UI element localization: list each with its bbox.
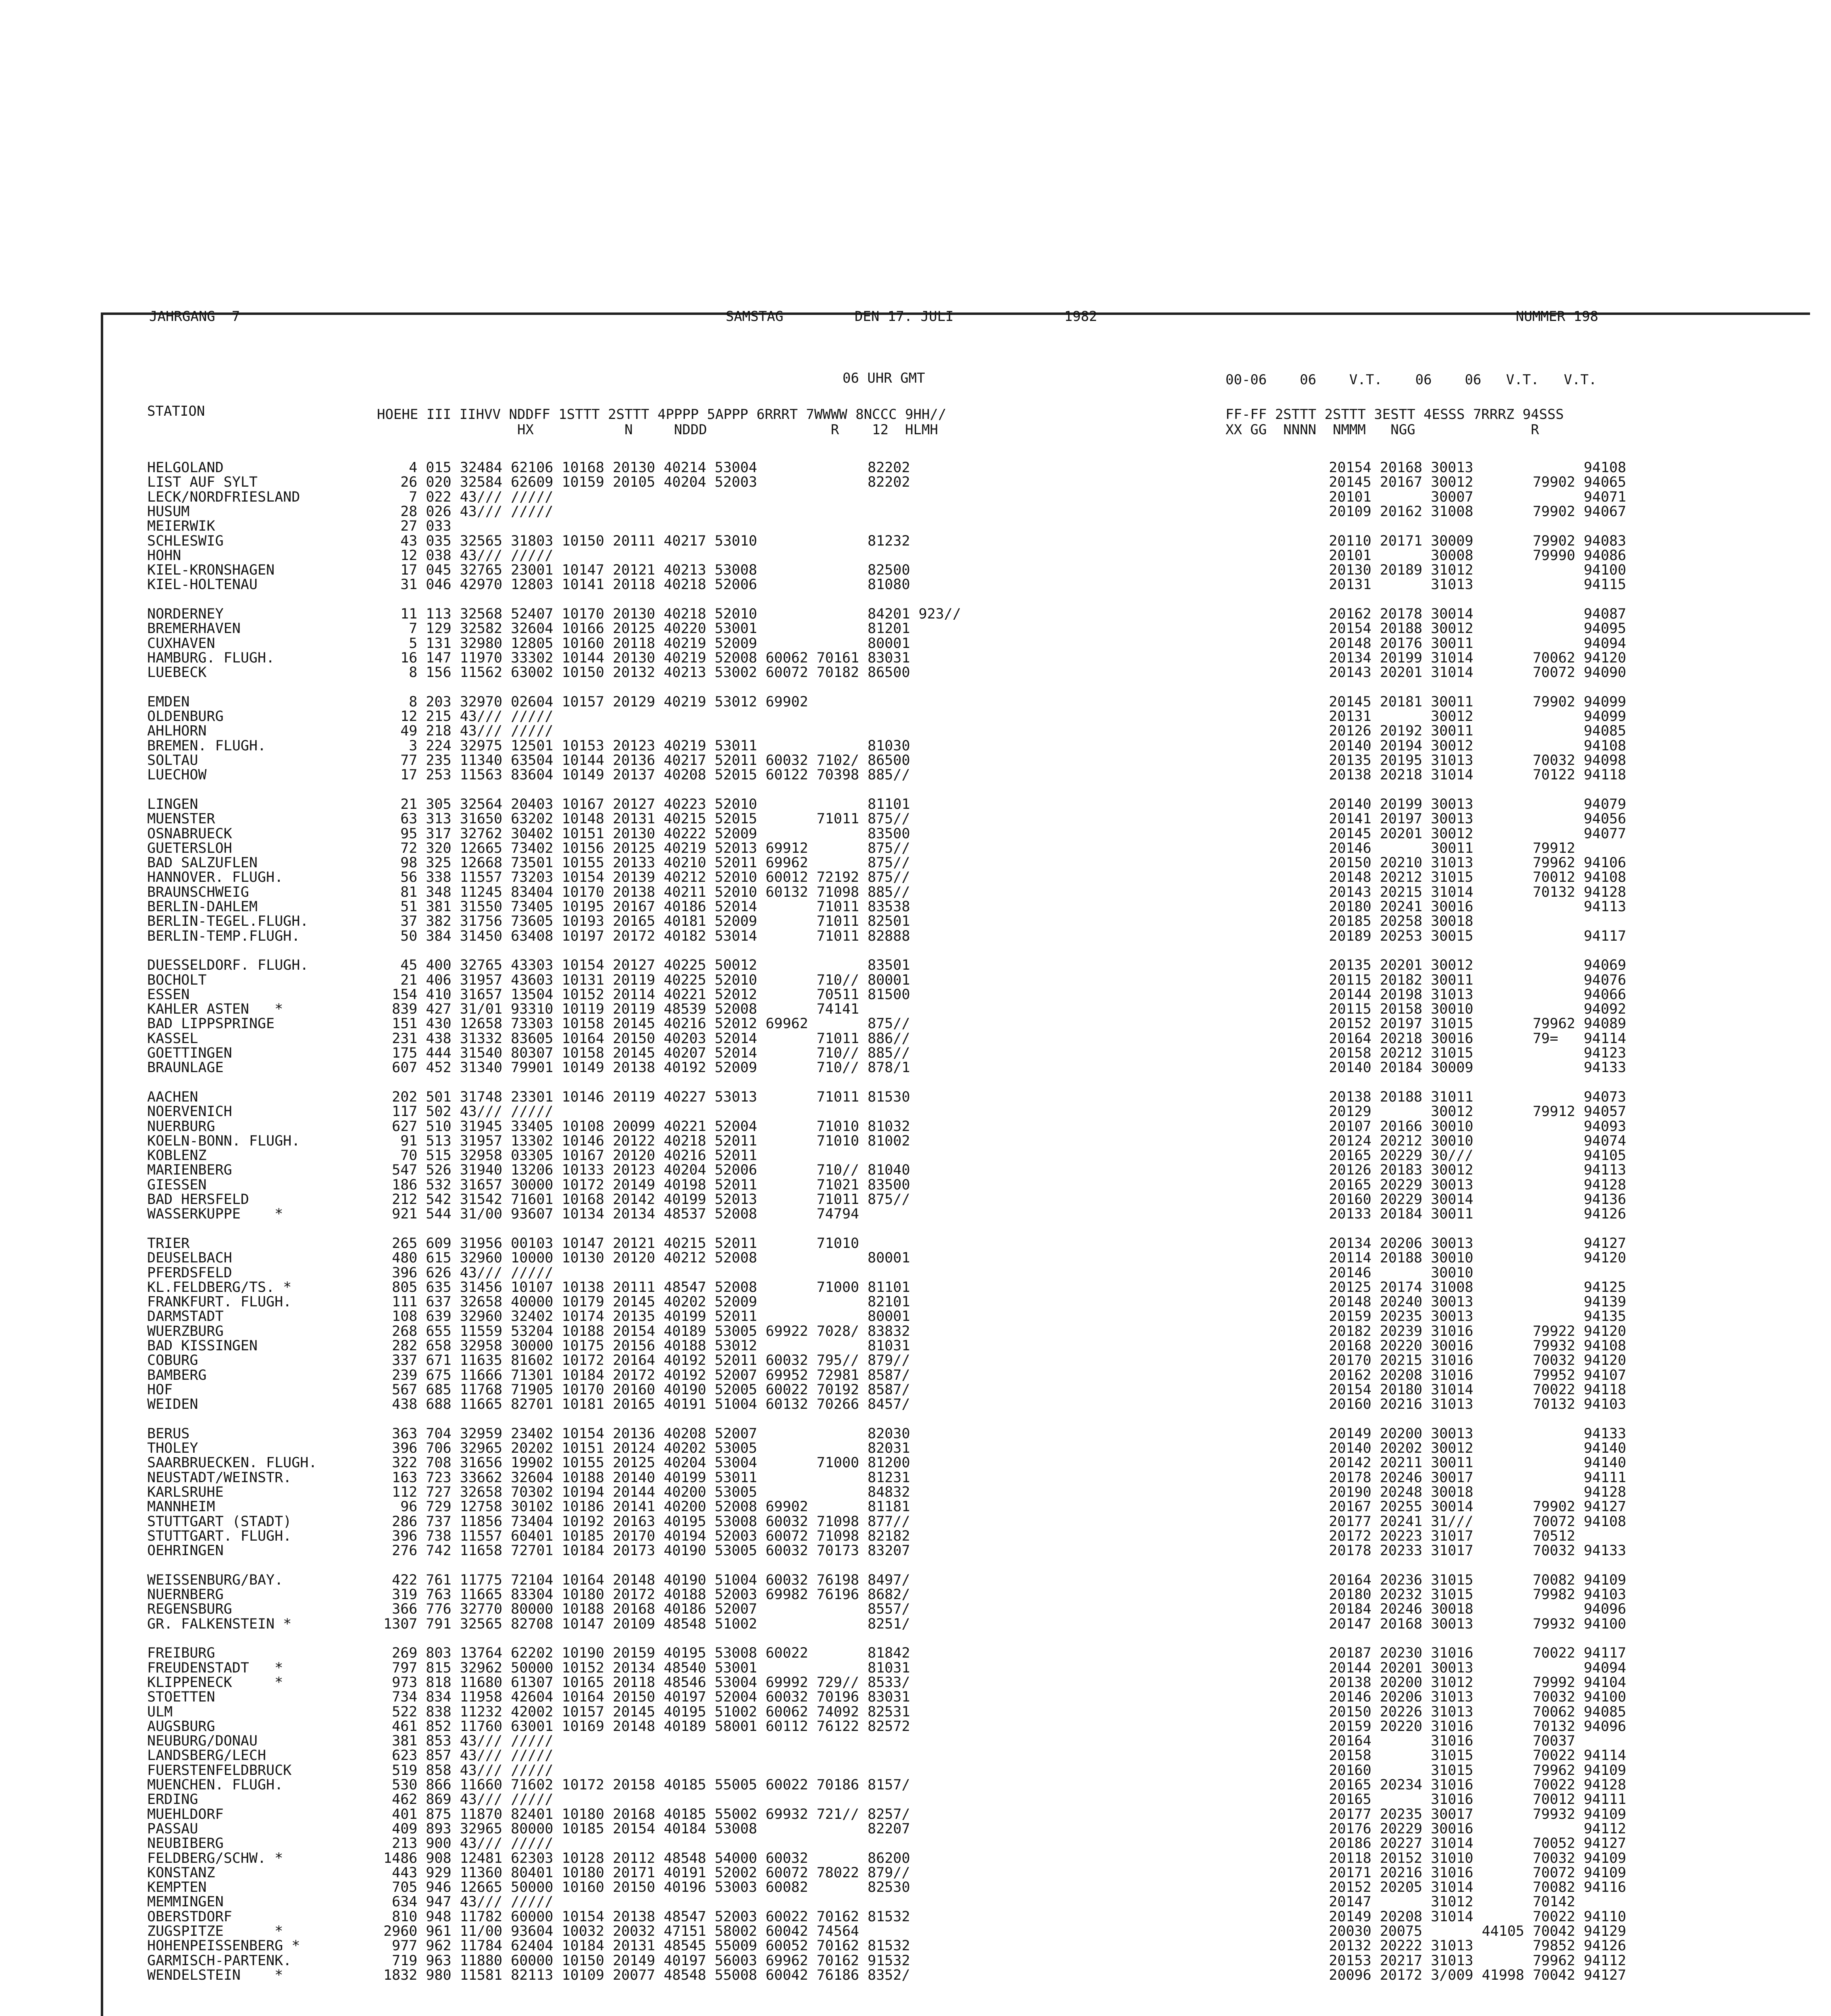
station-observation-data: 438 688 11665 82701 10181 20165 40191 51004 60132 70266 8457/ xyxy=(375,1396,910,1412)
station-name: LINGEN xyxy=(147,796,198,812)
station-summary-data: 20178 20233 31017 70032 94133 xyxy=(1278,1543,1626,1559)
station-summary-data: 20126 20192 30011 94085 xyxy=(1278,723,1626,739)
station-summary-data: 20147 20168 30013 79932 94100 xyxy=(1278,1616,1626,1632)
station-observation-data: 163 723 33662 32604 10188 20140 40199 53011 81231 xyxy=(375,1470,910,1486)
station-observation-data: 51 381 31550 73405 10195 20167 40186 52014 71011 83538 xyxy=(375,899,910,915)
station-observation-data: 268 655 11559 53204 10188 20154 40189 53005 69922 7028/ 83832 xyxy=(375,1323,910,1339)
station-summary-data: 20138 20200 31012 79992 94104 xyxy=(1278,1674,1626,1691)
station-observation-data: 921 544 31/00 93607 10134 20134 48537 52008 74794 xyxy=(375,1206,859,1222)
station-name: COBURG xyxy=(147,1352,198,1368)
station-name: MEMMINGEN xyxy=(147,1894,224,1910)
station-summary-data: 20184 20246 30018 94096 xyxy=(1278,1601,1626,1617)
station-observation-data: 567 685 11768 71905 10170 20160 40190 52005 60022 70192 8587/ xyxy=(375,1382,910,1398)
station-summary-data: 20160 20216 31013 70132 94103 xyxy=(1278,1396,1626,1412)
station-summary-data: 20146 30010 xyxy=(1278,1265,1473,1281)
station-name: BOCHOLT xyxy=(147,972,207,988)
station-name: KAHLER ASTEN * xyxy=(147,1001,283,1017)
station-name: EMDEN xyxy=(147,694,190,710)
station-summary-data: 20150 20226 31013 70062 94085 xyxy=(1278,1704,1626,1720)
station-name: BERLIN-DAHLEM xyxy=(147,899,258,915)
station-summary-data: 20180 20241 30016 94113 xyxy=(1278,899,1626,915)
station-name: NEUSTADT/WEINSTR. xyxy=(147,1470,292,1486)
station-observation-data: 37 382 31756 73605 10193 20165 40181 52009 71011 82501 xyxy=(375,913,910,929)
station-summary-data: 20134 20206 30013 94127 xyxy=(1278,1235,1626,1252)
station-summary-data: 20159 20220 31016 70132 94096 xyxy=(1278,1718,1626,1735)
station-summary-data: 20170 20215 31016 70032 94120 xyxy=(1278,1352,1626,1368)
station-observation-data: 1307 791 32565 82708 10147 20109 48548 51002 8251/ xyxy=(375,1616,910,1632)
station-observation-data: 634 947 43/// ///// xyxy=(375,1894,553,1910)
station-summary-data: 20138 20218 31014 70122 94118 xyxy=(1278,767,1626,783)
station-observation-data: 12 215 43/// ///// xyxy=(375,708,553,725)
station-summary-data: 20145 20201 30012 94077 xyxy=(1278,826,1626,842)
station-summary-data: 20185 20258 30018 xyxy=(1278,913,1473,929)
station-observation-data: 363 704 32959 23402 10154 20136 40208 52007 82030 xyxy=(375,1426,910,1442)
station-observation-data: 11 113 32568 52407 10170 20130 40218 52010 84201 923// xyxy=(375,606,961,622)
station-name: WENDELSTEIN * xyxy=(147,1967,283,1983)
station-observation-data: 623 857 43/// ///// xyxy=(375,1747,553,1764)
station-name: OBERSTDORF xyxy=(147,1909,232,1925)
station-observation-data: 7 129 32582 32604 10166 20125 40220 53001 81201 xyxy=(375,621,910,637)
station-observation-data: 154 410 31657 13504 10152 20114 40221 52012 70511 81500 xyxy=(375,987,910,1003)
station-observation-data: 50 384 31450 63408 10197 20172 40182 53014 71011 82888 xyxy=(375,928,910,944)
station-observation-data: 2960 961 11/00 93604 10032 20032 47151 58002 60042 74564 xyxy=(375,1923,859,1939)
station-observation-data: 319 763 11665 83304 10180 20172 40188 52003 69982 76196 8682/ xyxy=(375,1587,910,1603)
station-observation-data: 396 626 43/// ///// xyxy=(375,1265,553,1281)
station-summary-data: 20145 20167 30012 79902 94065 xyxy=(1278,474,1626,490)
station-observation-data: 151 430 12658 73303 10158 20145 40216 52012 69962 875// xyxy=(375,1016,910,1032)
station-observation-data: 5 131 32980 12805 10160 20118 40219 52009 80001 xyxy=(375,635,910,652)
station-name: KLIPPENECK * xyxy=(147,1674,283,1691)
station-name: MANNHEIM xyxy=(147,1499,215,1515)
station-observation-data: 3 224 32975 12501 10153 20123 40219 53011 81030 xyxy=(375,738,910,754)
station-summary-data: 20114 20188 30010 94120 xyxy=(1278,1250,1626,1266)
station-observation-data: 21 406 31957 43603 10131 20119 40225 52010 710// 80001 xyxy=(375,972,910,988)
station-summary-data: 20168 20220 30016 79932 94108 xyxy=(1278,1338,1626,1354)
station-summary-data: 20152 20205 31014 70082 94116 xyxy=(1278,1879,1626,1895)
day-label: SAMSTAG xyxy=(726,308,784,325)
station-name: LUEBECK xyxy=(147,664,207,681)
station-observation-data: 547 526 31940 13206 10133 20123 40204 52006 710// 81040 xyxy=(375,1162,910,1178)
station-observation-data: 213 900 43/// ///// xyxy=(375,1835,553,1851)
station-summary-data: 20109 20162 31008 79902 94067 xyxy=(1278,504,1626,520)
station-observation-data: 43 035 32565 31803 10150 20111 40217 53010 81232 xyxy=(375,533,910,549)
station-observation-data: 627 510 31945 33405 10108 20099 40221 52004 71010 81032 xyxy=(375,1118,910,1135)
year-label: 1982 xyxy=(1064,308,1097,325)
station-summary-data: 20144 20198 31013 94066 xyxy=(1278,987,1626,1003)
station-summary-data: 20154 20188 30012 94095 xyxy=(1278,621,1626,637)
station-summary-data: 20144 20201 30013 94094 xyxy=(1278,1660,1626,1676)
station-name: HAMBURG. FLUGH. xyxy=(147,650,275,666)
station-observation-data: 8 203 32970 02604 10157 20129 40219 53012 69902 xyxy=(375,694,808,710)
station-summary-data: 20171 20216 31016 70072 94109 xyxy=(1278,1865,1626,1881)
station-observation-data: 322 708 31656 19902 10155 20125 40204 53004 71000 81200 xyxy=(375,1455,910,1471)
station-observation-data: 31 046 42970 12803 10141 20118 40218 52006 81080 xyxy=(375,577,910,593)
station-summary-data: 20154 20168 30013 94108 xyxy=(1278,460,1626,476)
station-observation-data: 72 320 12665 73402 10156 20125 40219 52013 69912 875// xyxy=(375,840,910,856)
station-name: HOF xyxy=(147,1382,173,1398)
station-summary-data: 20135 20195 31013 70032 94098 xyxy=(1278,752,1626,768)
station-observation-data: 17 045 32765 23001 10147 20121 40213 53008 82500 xyxy=(375,562,910,578)
observation-time: 06 UHR GMT xyxy=(843,370,925,386)
station-summary-data: 20186 20227 31014 70052 94127 xyxy=(1278,1835,1626,1851)
station-observation-data: 95 317 32762 30402 10151 20130 40222 52009 83500 xyxy=(375,826,910,842)
station-observation-data: 797 815 32962 50000 10152 20134 48540 53001 81031 xyxy=(375,1660,910,1676)
station-summary-data: 20162 20208 31016 79952 94107 xyxy=(1278,1367,1626,1383)
station-observation-data: 461 852 11760 63001 10169 20148 40189 58001 60112 76122 82572 xyxy=(375,1718,910,1735)
station-name: BAD KISSINGEN xyxy=(147,1338,258,1354)
station-summary-data: 20152 20197 31015 79962 94089 xyxy=(1278,1016,1626,1032)
station-name: TRIER xyxy=(147,1235,190,1252)
station-observation-data: 839 427 31/01 93310 10119 20119 48539 52008 74141 xyxy=(375,1001,859,1017)
station-observation-data: 81 348 11245 83404 10170 20138 40211 52010 60132 71098 885// xyxy=(375,884,910,900)
station-summary-data: 20165 20234 31016 70022 94128 xyxy=(1278,1777,1626,1793)
station-summary-data: 20178 20246 30017 94111 xyxy=(1278,1470,1626,1486)
station-name: HANNOVER. FLUGH. xyxy=(147,869,283,885)
station-observation-data: 719 963 11880 60000 10150 20149 40197 56003 69962 70162 91532 xyxy=(375,1953,910,1969)
left-rule xyxy=(101,312,103,2016)
station-name: NUERNBERG xyxy=(147,1587,224,1603)
station-summary-data: 20177 20241 31/// 70072 94108 xyxy=(1278,1514,1626,1530)
station-summary-data: 20176 20229 30016 94112 xyxy=(1278,1821,1626,1837)
data-column-header: HOEHE III IIHVV NDDFF 1STTT 2STTT 4PPPP 5APPP 6RRRT 7WWWW 8NCCC 9HH// xyxy=(377,406,947,423)
station-name: MUEHLDORF xyxy=(147,1806,224,1822)
station-summary-data: 20148 20240 30013 94139 xyxy=(1278,1294,1626,1310)
station-summary-data: 20165 20229 30/// 94105 xyxy=(1278,1148,1626,1164)
station-summary-data: 20140 20199 30013 94079 xyxy=(1278,796,1626,812)
station-name: WEIDEN xyxy=(147,1396,198,1412)
station-name: GR. FALKENSTEIN * xyxy=(147,1616,292,1632)
station-name: MARIENBERG xyxy=(147,1162,232,1178)
station-observation-data: 734 834 11958 42604 10164 20150 40197 52004 60032 70196 83031 xyxy=(375,1689,910,1705)
station-name: OLDENBURG xyxy=(147,708,224,725)
station-summary-data: 20130 20189 31012 94100 xyxy=(1278,562,1626,578)
station-observation-data: 63 313 31650 63202 10148 20131 40215 52015 71011 875// xyxy=(375,811,910,827)
station-summary-data: 20160 31015 79962 94109 xyxy=(1278,1762,1626,1779)
station-name: BREMEN. FLUGH. xyxy=(147,738,266,754)
station-observation-data: 480 615 32960 10000 10130 20120 40212 52008 80001 xyxy=(375,1250,910,1266)
station-name: NOERVENICH xyxy=(147,1104,232,1120)
station-name: WEISSENBURG/BAY. xyxy=(147,1572,283,1588)
station-name: BRAUNSCHWEIG xyxy=(147,884,249,900)
station-observation-data: 396 706 32965 20202 10151 20124 40202 53005 82031 xyxy=(375,1440,910,1456)
station-name: NEUBIBERG xyxy=(147,1835,224,1851)
station-summary-data: 20160 20229 30014 94136 xyxy=(1278,1191,1626,1208)
station-summary-data: 20165 20229 30013 94128 xyxy=(1278,1177,1626,1193)
station-summary-data: 20165 31016 70012 94111 xyxy=(1278,1791,1626,1808)
station-name: LANDSBERG/LECH xyxy=(147,1747,266,1764)
station-name: STUTTGART. FLUGH. xyxy=(147,1528,292,1544)
station-observation-data: 12 038 43/// ///// xyxy=(375,548,553,564)
station-name: ZUGSPITZE * xyxy=(147,1923,283,1939)
station-name: WUERZBURG xyxy=(147,1323,224,1339)
station-name: BERUS xyxy=(147,1426,190,1442)
station-name: SCHLESWIG xyxy=(147,533,224,549)
station-observation-data: 286 737 11856 73404 10192 20163 40195 53008 60032 71098 877// xyxy=(375,1514,910,1530)
station-name: AHLHORN xyxy=(147,723,207,739)
station-observation-data: 26 020 32584 62609 10159 20105 40204 52003 82202 xyxy=(375,474,910,490)
station-observation-data: 108 639 32960 32402 10174 20135 40199 52011 80001 xyxy=(375,1308,910,1325)
station-name: MEIERWIK xyxy=(147,518,215,534)
station-summary-data: 20131 30012 94099 xyxy=(1278,708,1626,725)
station-name: OSNABRUECK xyxy=(147,826,232,842)
station-observation-data: 175 444 31540 80307 10158 20145 40207 52014 710// 885// xyxy=(375,1045,910,1061)
station-name: GIESSEN xyxy=(147,1177,207,1193)
station-name: HOHENPEISSENBERG * xyxy=(147,1938,300,1954)
station-name: AUGSBURG xyxy=(147,1718,215,1735)
station-observation-data: 28 026 43/// ///// xyxy=(375,504,553,520)
station-observation-data: 401 875 11870 82401 10180 20168 40185 55002 69932 721// 8257/ xyxy=(375,1806,910,1822)
station-summary-data: 20164 20218 30016 79= 94114 xyxy=(1278,1031,1626,1047)
station-name: NUERBURG xyxy=(147,1118,215,1135)
station-observation-data: 91 513 31957 13302 10146 20122 40218 52011 71010 81002 xyxy=(375,1133,910,1149)
station-name: SOLTAU xyxy=(147,752,198,768)
station-summary-data: 20177 20235 30017 79932 94109 xyxy=(1278,1806,1626,1822)
station-name: KIEL-HOLTENAU xyxy=(147,577,258,593)
station-summary-data: 20141 20197 30013 94056 xyxy=(1278,811,1626,827)
station-summary-data: 20189 20253 30015 94117 xyxy=(1278,928,1626,944)
station-observation-data: 462 869 43/// ///// xyxy=(375,1791,553,1808)
station-name: BAD HERSFELD xyxy=(147,1191,249,1208)
station-name: KIEL-KRONSHAGEN xyxy=(147,562,275,578)
station-observation-data: 7 022 43/// ///// xyxy=(375,489,553,505)
station-name: HUSUM xyxy=(147,504,190,520)
station-name: ESSEN xyxy=(147,987,190,1003)
station-observation-data: 422 761 11775 72104 10164 20148 40190 51004 60032 76198 8497/ xyxy=(375,1572,910,1588)
station-observation-data: 70 515 32958 03305 10167 20120 40216 52011 xyxy=(375,1148,757,1164)
station-name: THOLEY xyxy=(147,1440,198,1456)
station-name: PFERDSFELD xyxy=(147,1265,232,1281)
station-summary-data: 20153 20217 31013 79962 94112 xyxy=(1278,1953,1626,1969)
station-observation-data: 21 305 32564 20403 10167 20127 40223 52010 81101 xyxy=(375,796,910,812)
station-name: BERLIN-TEMP.FLUGH. xyxy=(147,928,300,944)
station-observation-data: 366 776 32770 80000 10188 20168 40186 52007 8557/ xyxy=(375,1601,910,1617)
station-name: KONSTANZ xyxy=(147,1865,215,1881)
station-name: BAD LIPPSPRINGE xyxy=(147,1016,275,1032)
station-name: MUENCHEN. FLUGH. xyxy=(147,1777,283,1793)
station-summary-data: 20134 20199 31014 70062 94120 xyxy=(1278,650,1626,666)
station-observation-data: 337 671 11635 81602 10172 20164 40192 52011 60032 795// 879// xyxy=(375,1352,910,1368)
station-name: KL.FELDBERG/TS. * xyxy=(147,1279,292,1295)
station-name: KOELN-BONN. FLUGH. xyxy=(147,1133,300,1149)
station-summary-data: 20140 20184 30009 94133 xyxy=(1278,1060,1626,1076)
station-name: WASSERKUPPE * xyxy=(147,1206,283,1222)
station-name: KOBLENZ xyxy=(147,1148,207,1164)
station-summary-data: 20182 20239 31016 79922 94120 xyxy=(1278,1323,1626,1339)
station-summary-data: 20140 20194 30012 94108 xyxy=(1278,738,1626,754)
station-summary-data: 20164 31016 70037 xyxy=(1278,1733,1575,1749)
station-summary-data: 20147 31012 70142 xyxy=(1278,1894,1575,1910)
station-observation-data: 1832 980 11581 82113 10109 20077 48548 55008 60042 76186 8352/ xyxy=(375,1967,910,1983)
station-name: GUETERSLOH xyxy=(147,840,232,856)
station-summary-data: 20145 20181 30011 79902 94099 xyxy=(1278,694,1626,710)
station-observation-data: 231 438 31332 83605 10164 20150 40203 52014 71011 886// xyxy=(375,1031,910,1047)
station-name: KASSEL xyxy=(147,1031,198,1047)
station-observation-data: 239 675 11666 71301 10184 20172 40192 52007 69952 72981 8587/ xyxy=(375,1367,910,1383)
station-summary-data: 20124 20212 30010 94074 xyxy=(1278,1133,1626,1149)
station-observation-data: 522 838 11232 42002 10157 20145 40195 51002 60062 74092 82531 xyxy=(375,1704,910,1720)
station-observation-data: 77 235 11340 63504 10144 20136 40217 52011 60032 7102/ 86500 xyxy=(375,752,910,768)
station-name: FRANKFURT. FLUGH. xyxy=(147,1294,292,1310)
station-summary-data: 20138 20188 31011 94073 xyxy=(1278,1089,1626,1105)
station-observation-data: 96 729 12758 30102 10186 20141 40200 52008 69902 81181 xyxy=(375,1499,910,1515)
station-observation-data: 381 853 43/// ///// xyxy=(375,1733,553,1749)
station-name: FREIBURG xyxy=(147,1645,215,1661)
station-summary-data: 20133 20184 30011 94126 xyxy=(1278,1206,1626,1222)
station-summary-data: 20158 20212 31015 94123 xyxy=(1278,1045,1626,1061)
station-observation-data: 276 742 11658 72701 10184 20173 40190 53005 60032 70173 83207 xyxy=(375,1543,910,1559)
station-observation-data: 265 609 31956 00103 10147 20121 40215 52011 71010 xyxy=(375,1235,859,1252)
station-summary-data: 20162 20178 30014 94087 xyxy=(1278,606,1626,622)
station-observation-data: 810 948 11782 60000 10154 20138 48547 52003 60022 70162 81532 xyxy=(375,1909,910,1925)
station-name: GARMISCH-PARTENK. xyxy=(147,1953,292,1969)
station-observation-data: 1486 908 12481 62303 10128 20112 48548 54000 60032 86200 xyxy=(375,1850,910,1866)
station-name: NEUBURG/DONAU xyxy=(147,1733,258,1749)
station-observation-data: 27 033 xyxy=(375,518,452,534)
station-observation-data: 45 400 32765 43303 10154 20127 40225 50012 83501 xyxy=(375,957,910,973)
station-column-header: STATION xyxy=(147,403,205,419)
station-summary-data: 20142 20211 30011 94140 xyxy=(1278,1455,1626,1471)
station-observation-data: 4 015 32484 62106 10168 20130 40214 53004 82202 xyxy=(375,460,910,476)
station-name: BRAUNLAGE xyxy=(147,1060,224,1076)
station-name: FREUDENSTADT * xyxy=(147,1660,283,1676)
station-observation-data: 607 452 31340 79901 10149 20138 40192 52009 710// 878/1 xyxy=(375,1060,910,1076)
station-observation-data: 705 946 12665 50000 10160 20150 40196 53003 60082 82530 xyxy=(375,1879,910,1895)
station-name: PASSAU xyxy=(147,1821,198,1837)
station-summary-data: 20150 20210 31013 79962 94106 xyxy=(1278,855,1626,871)
jahrgang-label: JAHRGANG 7 xyxy=(149,308,240,325)
right-column-header: FF-FF 2STTT 2STTT 3ESTT 4ESSS 7RRRZ 94SSS xyxy=(1226,406,1564,423)
station-observation-data: 269 803 13764 62202 10190 20159 40195 53008 60022 81842 xyxy=(375,1645,910,1661)
station-summary-data: 20129 30012 79912 94057 xyxy=(1278,1104,1626,1120)
station-summary-data: 20107 20166 30010 94093 xyxy=(1278,1118,1626,1135)
station-summary-data: 20115 20182 30011 94076 xyxy=(1278,972,1626,988)
station-name: GOETTINGEN xyxy=(147,1045,232,1061)
station-summary-data: 20148 20176 30011 94094 xyxy=(1278,635,1626,652)
station-name: BAMBERG xyxy=(147,1367,207,1383)
station-summary-data: 20096 20172 3/009 41998 70042 94127 xyxy=(1278,1967,1626,1983)
station-summary-data: 20159 20235 30013 94135 xyxy=(1278,1308,1626,1325)
station-name: STUTTGART (STADT) xyxy=(147,1514,292,1530)
station-observation-data: 973 818 11680 61307 10165 20118 48546 53004 69992 729// 8533/ xyxy=(375,1674,910,1691)
station-summary-data: 20110 20171 30009 79902 94083 xyxy=(1278,533,1626,549)
station-observation-data: 519 858 43/// ///// xyxy=(375,1762,553,1779)
station-observation-data: 117 502 43/// ///// xyxy=(375,1104,553,1120)
station-observation-data: 111 637 32658 40000 10179 20145 40202 52009 82101 xyxy=(375,1294,910,1310)
station-summary-data: 20149 20208 31014 70022 94110 xyxy=(1278,1909,1626,1925)
station-summary-data: 20126 20183 30012 94113 xyxy=(1278,1162,1626,1178)
station-observation-data: 186 532 31657 30000 10172 20149 40198 52011 71021 83500 xyxy=(375,1177,910,1193)
station-name: MUENSTER xyxy=(147,811,215,827)
station-name: BAD SALZUFLEN xyxy=(147,855,258,871)
station-name: OEHRINGEN xyxy=(147,1543,224,1559)
station-observation-data: 530 866 11660 71602 10172 20158 40185 55005 60022 70186 8157/ xyxy=(375,1777,910,1793)
data-column-subheader: HX N NDDD R 12 HLMH xyxy=(377,422,938,438)
station-summary-data: 20187 20230 31016 70022 94117 xyxy=(1278,1645,1626,1661)
station-name: KARLSRUHE xyxy=(147,1484,224,1500)
station-summary-data: 20125 20174 31008 94125 xyxy=(1278,1279,1626,1295)
station-observation-data: 202 501 31748 23301 10146 20119 40227 53013 71011 81530 xyxy=(375,1089,910,1105)
station-summary-data: 20146 30011 79912 xyxy=(1278,840,1575,856)
station-summary-data: 20154 20180 31014 70022 94118 xyxy=(1278,1382,1626,1398)
station-name: DARMSTADT xyxy=(147,1308,224,1325)
station-observation-data: 17 253 11563 83604 10149 20137 40208 52015 60122 70398 885// xyxy=(375,767,910,783)
station-name: DEUSELBACH xyxy=(147,1250,232,1266)
right-column-group-header: 00-06 06 V.T. 06 06 V.T. V.T. xyxy=(1226,372,1597,388)
station-summary-data: 20190 20248 30018 94128 xyxy=(1278,1484,1626,1500)
station-observation-data: 409 893 32965 80000 10185 20154 40184 53008 82207 xyxy=(375,1821,910,1837)
station-name: BREMERHAVEN xyxy=(147,621,241,637)
station-name: SAARBRUECKEN. FLUGH. xyxy=(147,1455,317,1471)
station-summary-data: 20146 20206 31013 70032 94100 xyxy=(1278,1689,1626,1705)
station-name: ERDING xyxy=(147,1791,198,1808)
station-observation-data: 212 542 31542 71601 10168 20142 40199 52013 71011 875// xyxy=(375,1191,910,1208)
station-name: KEMPTEN xyxy=(147,1879,207,1895)
station-observation-data: 16 147 11970 33302 10144 20130 40219 52008 60062 70161 83031 xyxy=(375,650,910,666)
station-observation-data: 805 635 31456 10107 10138 20111 48547 52008 71000 81101 xyxy=(375,1279,910,1295)
station-name: LECK/NORDFRIESLAND xyxy=(147,489,300,505)
station-summary-data: 20135 20201 30012 94069 xyxy=(1278,957,1626,973)
station-observation-data: 282 658 32958 30000 10175 20156 40188 53012 81031 xyxy=(375,1338,910,1354)
station-summary-data: 20149 20200 30013 94133 xyxy=(1278,1426,1626,1442)
station-summary-data: 20148 20212 31015 70012 94108 xyxy=(1278,869,1626,885)
station-name: FELDBERG/SCHW. * xyxy=(147,1850,283,1866)
station-observation-data: 977 962 11784 62404 10184 20131 48545 55009 60052 70162 81532 xyxy=(375,1938,910,1954)
station-summary-data: 20140 20202 30012 94140 xyxy=(1278,1440,1626,1456)
station-summary-data: 20172 20223 31017 70512 xyxy=(1278,1528,1575,1544)
station-summary-data: 20164 20236 31015 70082 94109 xyxy=(1278,1572,1626,1588)
station-observation-data: 396 738 11557 60401 10185 20170 40194 52003 60072 71098 82182 xyxy=(375,1528,910,1544)
station-summary-data: 20131 31013 94115 xyxy=(1278,577,1626,593)
station-summary-data: 20101 30008 79990 94086 xyxy=(1278,548,1626,564)
station-observation-data: 443 929 11360 80401 10180 20171 40191 52002 60072 78022 879// xyxy=(375,1865,910,1881)
station-observation-data: 112 727 32658 70302 10194 20144 40200 53005 84832 xyxy=(375,1484,910,1500)
station-name: HOHN xyxy=(147,548,181,564)
station-summary-data: 20167 20255 30014 79902 94127 xyxy=(1278,1499,1626,1515)
right-column-subheader: XX GG NNNN NMMM NGG R xyxy=(1226,422,1539,438)
station-name: ULM xyxy=(147,1704,173,1720)
date-label: DEN 17. JULI xyxy=(855,308,954,325)
station-summary-data: 20158 31015 70022 94114 xyxy=(1278,1747,1626,1764)
station-summary-data: 20143 20215 31014 70132 94128 xyxy=(1278,884,1626,900)
station-name: LUECHOW xyxy=(147,767,207,783)
station-observation-data: 56 338 11557 73203 10154 20139 40212 52010 60012 72192 875// xyxy=(375,869,910,885)
station-summary-data: 20030 20075 44105 70042 94129 xyxy=(1278,1923,1626,1939)
station-summary-data: 20101 30007 94071 xyxy=(1278,489,1626,505)
station-summary-data: 20180 20232 31015 79982 94103 xyxy=(1278,1587,1626,1603)
station-name: BERLIN-TEGEL.FLUGH. xyxy=(147,913,309,929)
station-name: CUXHAVEN xyxy=(147,635,215,652)
station-observation-data: 98 325 12668 73501 10155 20133 40210 52011 69962 875// xyxy=(375,855,910,871)
station-summary-data: 20132 20222 31013 79852 94126 xyxy=(1278,1938,1626,1954)
station-summary-data: 20143 20201 31014 70072 94090 xyxy=(1278,664,1626,681)
station-name: LIST AUF SYLT xyxy=(147,474,258,490)
issue-number: NUMMER 198 xyxy=(1516,308,1598,325)
station-summary-data: 20115 20158 30010 94092 xyxy=(1278,1001,1626,1017)
station-summary-data: 20118 20152 31010 70032 94109 xyxy=(1278,1850,1626,1866)
station-name: STOETTEN xyxy=(147,1689,215,1705)
station-name: HELGOLAND xyxy=(147,460,224,476)
station-name: FUERSTENFELDBRUCK xyxy=(147,1762,292,1779)
station-name: REGENSBURG xyxy=(147,1601,232,1617)
station-name: NORDERNEY xyxy=(147,606,224,622)
station-observation-data: 8 156 11562 63002 10150 20132 40213 53002 60072 70182 86500 xyxy=(375,664,910,681)
station-name: AACHEN xyxy=(147,1089,198,1105)
station-name: DUESSELDORF. FLUGH. xyxy=(147,957,309,973)
station-observation-data: 49 218 43/// ///// xyxy=(375,723,553,739)
